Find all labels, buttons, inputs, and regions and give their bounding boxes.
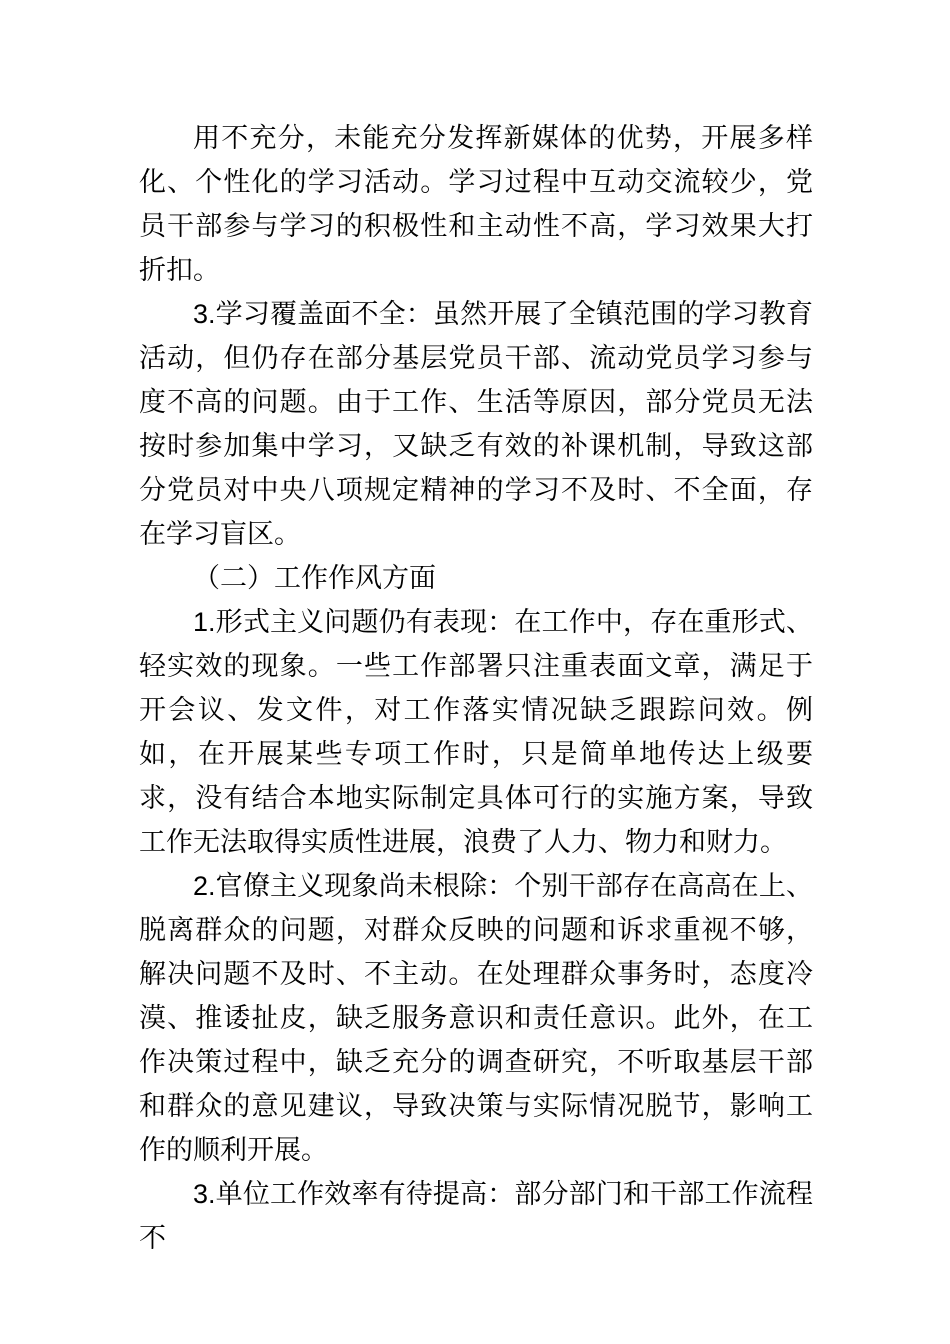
paragraph-item-3-efficiency: 3.单位工作效率有待提高：部分部门和干部工作流程不 bbox=[139, 1179, 813, 1253]
section-heading-work-style: （二）工作作风方面 bbox=[193, 563, 436, 593]
paragraph-item-3-learning-coverage: 3.学习覆盖面不全：虽然开展了全镇范围的学习教育活动，但仍存在部分基层党员干部、流动党员学习参与度不高的问题。由于工作、生活等原因，部分党员无法按时参加集中学习，又缺乏有效的补课机制，导致这部分党员对中央八项规定精神的学习不及时、不全面，存在学习盲区。 bbox=[139, 299, 813, 549]
paragraph-item-2-bureaucracy: 2.官僚主义现象尚未根除：个别干部存在高高在上、脱离群众的问题，对群众反映的问题和诉求重视不够，解决问题不及时、不主动。在处理群众事务时，态度冷漠、推诿扯皮，缺乏服务意识和责任意识。此外，在工作决策过程中，缺乏充分的调查研究，不听取基层干部和群众的意见建议，导致决策与实际情况脱节，影响工作的顺利开展。 bbox=[139, 871, 813, 1165]
document-text-block bbox=[139, 116, 813, 1260]
paragraph-continuation: 用不充分，未能充分发挥新媒体的优势，开展多样化、个性化的学习活动。学习过程中互动交流较少，党员干部参与学习的积极性和主动性不高，学习效果大打折扣。 bbox=[139, 123, 813, 285]
paragraph-item-1-formalism: 1.形式主义问题仍有表现：在工作中，存在重形式、轻实效的现象。一些工作部署只注重表面文章，满足于开会议、发文件，对工作落实情况缺乏跟踪问效。例如，在开展某些专项工作时，只是简单地传达上级要求，没有结合本地实际制定具体可行的实施方案，导致工作无法取得实质性进展，浪费了人力、物力和财力。 bbox=[139, 607, 813, 857]
